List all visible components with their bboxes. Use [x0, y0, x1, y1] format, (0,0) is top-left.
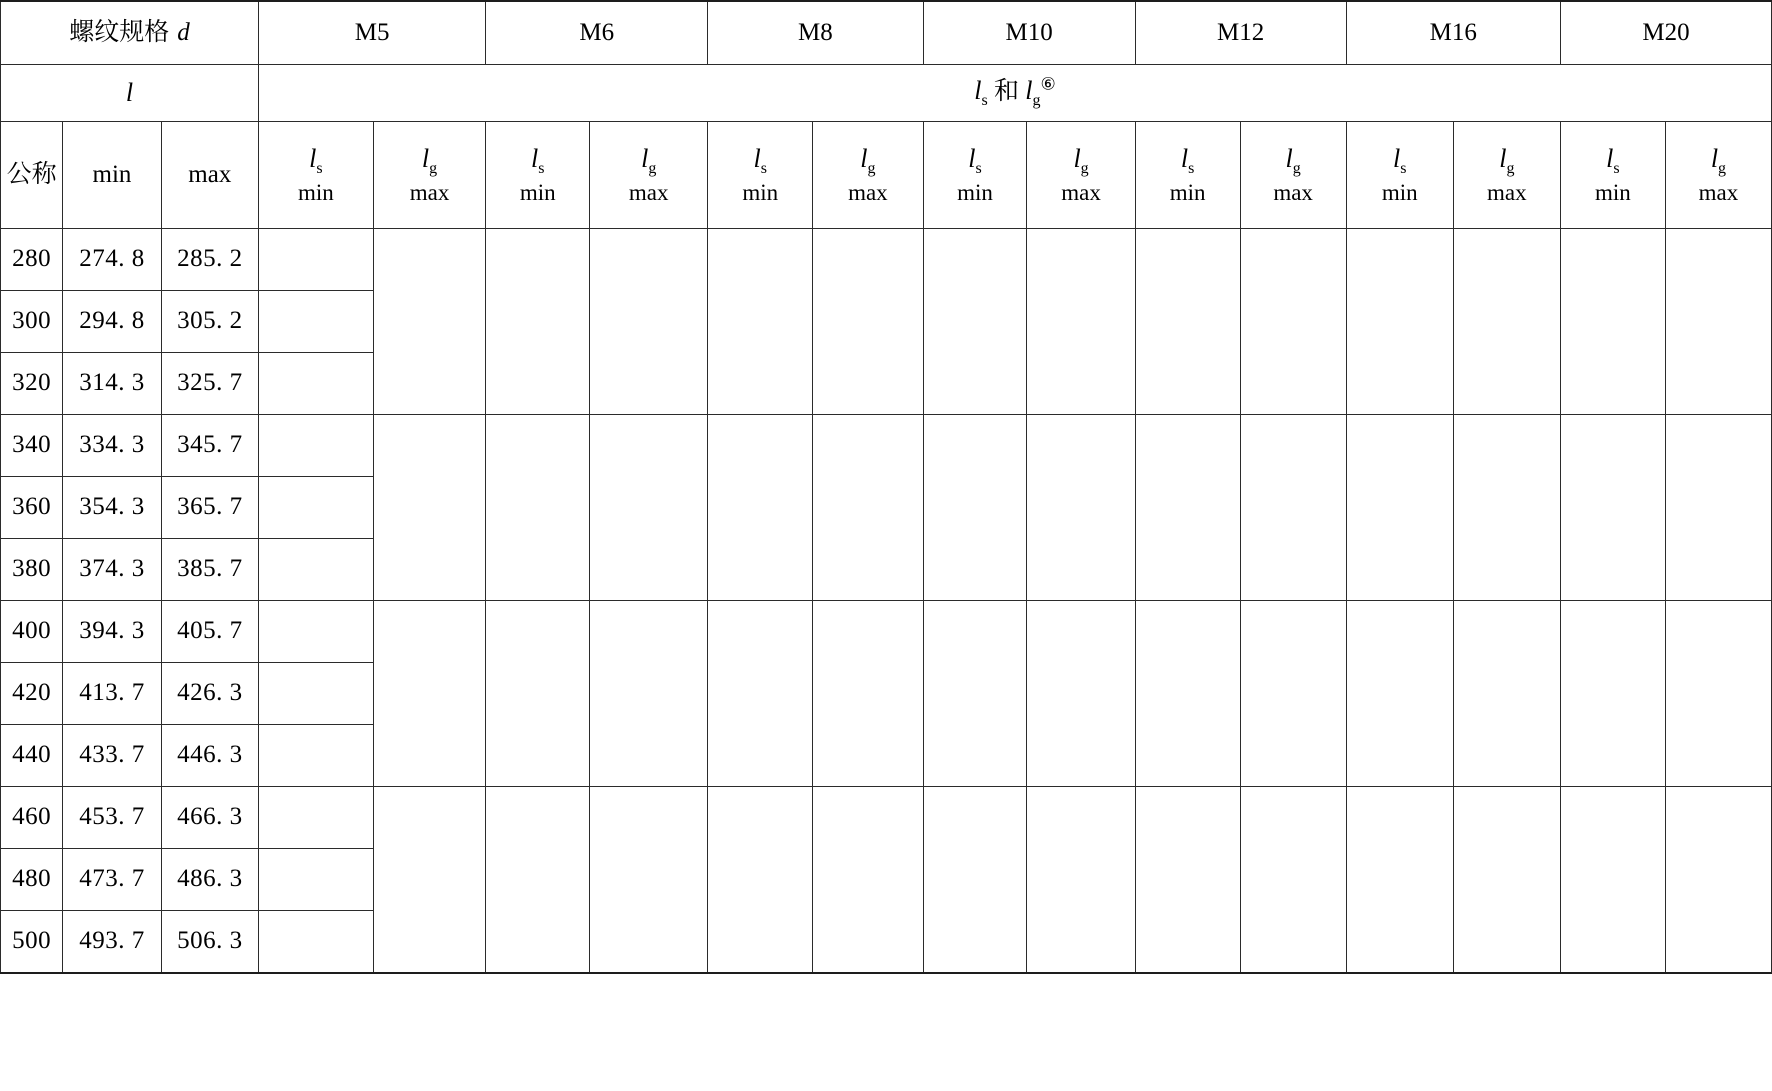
cell-m20-lg-group: [1665, 787, 1771, 974]
cell-m12-lg-group: [1240, 415, 1346, 601]
cell-m12-ls-group: [1135, 601, 1240, 787]
cell-m20-ls-group: [1560, 415, 1665, 601]
cell-m8-ls-group: [708, 601, 813, 787]
cell-m8-lg-group: [813, 787, 923, 974]
cell-m8-lg-group: [813, 601, 923, 787]
cell-m12-ls-group: [1135, 787, 1240, 974]
header-size-m10: M10: [923, 1, 1135, 65]
cell-m16-lg-group: [1453, 787, 1560, 974]
cell-max: 385. 7: [161, 539, 258, 601]
cell-min: 374. 3: [63, 539, 161, 601]
cell-m5-ls: [258, 911, 373, 974]
cell-m6-ls-group: [486, 415, 590, 601]
cell-m20-lg-group: [1665, 415, 1771, 601]
cell-nominal: 400: [1, 601, 63, 663]
cell-m16-lg-group: [1453, 415, 1560, 601]
cell-m10-ls-group: [923, 229, 1027, 415]
cell-m5-ls: [258, 787, 373, 849]
cell-min: 354. 3: [63, 477, 161, 539]
cell-nominal: 300: [1, 291, 63, 353]
cell-min: 453. 7: [63, 787, 161, 849]
cell-m10-ls-group: [923, 787, 1027, 974]
cell-m20-ls-group: [1560, 229, 1665, 415]
cell-max: 486. 3: [161, 849, 258, 911]
cell-m5-lg-group: [373, 787, 486, 974]
cell-m16-ls-group: [1346, 787, 1453, 974]
cell-max: 466. 3: [161, 787, 258, 849]
cell-m5-ls: [258, 477, 373, 539]
cell-m10-lg-group: [1027, 415, 1135, 601]
cell-m8-ls-group: [708, 229, 813, 415]
cell-m5-ls: [258, 663, 373, 725]
cell-nominal: 480: [1, 849, 63, 911]
cell-min: 394. 3: [63, 601, 161, 663]
cell-m6-ls-group: [486, 229, 590, 415]
header-thread-spec: 螺纹规格 d: [1, 1, 259, 65]
cell-nominal: 280: [1, 229, 63, 291]
header-m10-ls-min: $l_s$ min: [923, 122, 1027, 229]
table-row: [1, 787, 1772, 849]
header-size-m12: M12: [1135, 1, 1346, 65]
cell-max: 446. 3: [161, 725, 258, 787]
header-m12-ls-min: $l_s$ min: [1135, 122, 1240, 229]
header-m8-lg-max: $l_g$ max: [813, 122, 923, 229]
cell-m10-lg-group: [1027, 601, 1135, 787]
cell-m16-ls-group: [1346, 415, 1453, 601]
cell-m10-lg-group: [1027, 787, 1135, 974]
cell-m8-lg-group: [813, 229, 923, 415]
cell-min: 493. 7: [63, 911, 161, 974]
cell-min: 294. 8: [63, 291, 161, 353]
header-m12-lg-max: $l_g$ max: [1240, 122, 1346, 229]
cell-min: 274. 8: [63, 229, 161, 291]
cell-max: 426. 3: [161, 663, 258, 725]
cell-m16-ls-group: [1346, 601, 1453, 787]
cell-max: 345. 7: [161, 415, 258, 477]
cell-nominal: 360: [1, 477, 63, 539]
cell-m5-ls: [258, 601, 373, 663]
table-row: [1, 229, 1772, 291]
cell-max: 365. 7: [161, 477, 258, 539]
cell-m8-lg-group: [813, 415, 923, 601]
cell-m6-lg-group: [590, 787, 708, 974]
cell-min: 413. 7: [63, 663, 161, 725]
header-size-m8: M8: [708, 1, 923, 65]
cell-m16-lg-group: [1453, 601, 1560, 787]
header-row-length: [1, 65, 1772, 122]
header-m16-lg-max: $l_g$ max: [1453, 122, 1560, 229]
cell-m5-ls: [258, 291, 373, 353]
cell-m20-lg-group: [1665, 229, 1771, 415]
cell-m12-lg-group: [1240, 601, 1346, 787]
cell-nominal: 380: [1, 539, 63, 601]
cell-m5-ls: [258, 539, 373, 601]
cell-nominal: 440: [1, 725, 63, 787]
header-m20-lg-max: $l_g$ max: [1665, 122, 1771, 229]
header-size-m16: M16: [1346, 1, 1560, 65]
header-m6-lg-max: $l_g$ max: [590, 122, 708, 229]
cell-m16-ls-group: [1346, 229, 1453, 415]
header-nominal: 公称: [1, 122, 63, 229]
cell-min: 473. 7: [63, 849, 161, 911]
cell-min: 334. 3: [63, 415, 161, 477]
header-row-thread-sizes: [1, 1, 1772, 65]
header-size-m5: M5: [258, 1, 485, 65]
header-row-subheaders: [1, 122, 1772, 229]
table-row: [1, 415, 1772, 477]
header-min: min: [63, 122, 161, 229]
cell-nominal: 320: [1, 353, 63, 415]
cell-m5-ls: [258, 415, 373, 477]
cell-m12-ls-group: [1135, 229, 1240, 415]
cell-m16-lg-group: [1453, 229, 1560, 415]
cell-nominal: 420: [1, 663, 63, 725]
cell-m20-lg-group: [1665, 601, 1771, 787]
cell-m5-ls: [258, 353, 373, 415]
cell-max: 405. 7: [161, 601, 258, 663]
cell-m8-ls-group: [708, 787, 813, 974]
cell-m5-lg-group: [373, 601, 486, 787]
cell-min: 314. 3: [63, 353, 161, 415]
cell-m5-ls: [258, 229, 373, 291]
cell-m12-ls-group: [1135, 415, 1240, 601]
cell-nominal: 460: [1, 787, 63, 849]
header-max: max: [161, 122, 258, 229]
header-l-label: l: [1, 65, 259, 122]
cell-m10-lg-group: [1027, 229, 1135, 415]
cell-m20-ls-group: [1560, 787, 1665, 974]
cell-max: 285. 2: [161, 229, 258, 291]
cell-m6-lg-group: [590, 601, 708, 787]
cell-m6-lg-group: [590, 415, 708, 601]
header-m16-ls-min: $l_s$ min: [1346, 122, 1453, 229]
header-m6-ls-min: $l_s$ min: [486, 122, 590, 229]
cell-min: 433. 7: [63, 725, 161, 787]
cell-nominal: 500: [1, 911, 63, 974]
cell-max: 506. 3: [161, 911, 258, 974]
cell-nominal: 340: [1, 415, 63, 477]
cell-max: 325. 7: [161, 353, 258, 415]
header-ls-lg-label: $l_s$ 和 $l_g^⑥$: [258, 65, 1771, 122]
cell-m6-ls-group: [486, 601, 590, 787]
header-m8-ls-min: $l_s$ min: [708, 122, 813, 229]
cell-m5-ls: [258, 725, 373, 787]
header-m5-ls-min: $l_s$ min: [258, 122, 373, 229]
cell-m6-lg-group: [590, 229, 708, 415]
cell-max: 305. 2: [161, 291, 258, 353]
cell-m12-lg-group: [1240, 787, 1346, 974]
header-m10-lg-max: $l_g$ max: [1027, 122, 1135, 229]
cell-m10-ls-group: [923, 415, 1027, 601]
cell-m5-ls: [258, 849, 373, 911]
cell-m10-ls-group: [923, 601, 1027, 787]
header-m20-ls-min: $l_s$ min: [1560, 122, 1665, 229]
cell-m20-ls-group: [1560, 601, 1665, 787]
table-row: [1, 601, 1772, 663]
cell-m5-lg-group: [373, 229, 486, 415]
header-m5-lg-max: $l_g$ max: [373, 122, 486, 229]
cell-m6-ls-group: [486, 787, 590, 974]
cell-m5-lg-group: [373, 415, 486, 601]
cell-m8-ls-group: [708, 415, 813, 601]
header-size-m6: M6: [486, 1, 708, 65]
header-size-m20: M20: [1560, 1, 1771, 65]
cell-m12-lg-group: [1240, 229, 1346, 415]
